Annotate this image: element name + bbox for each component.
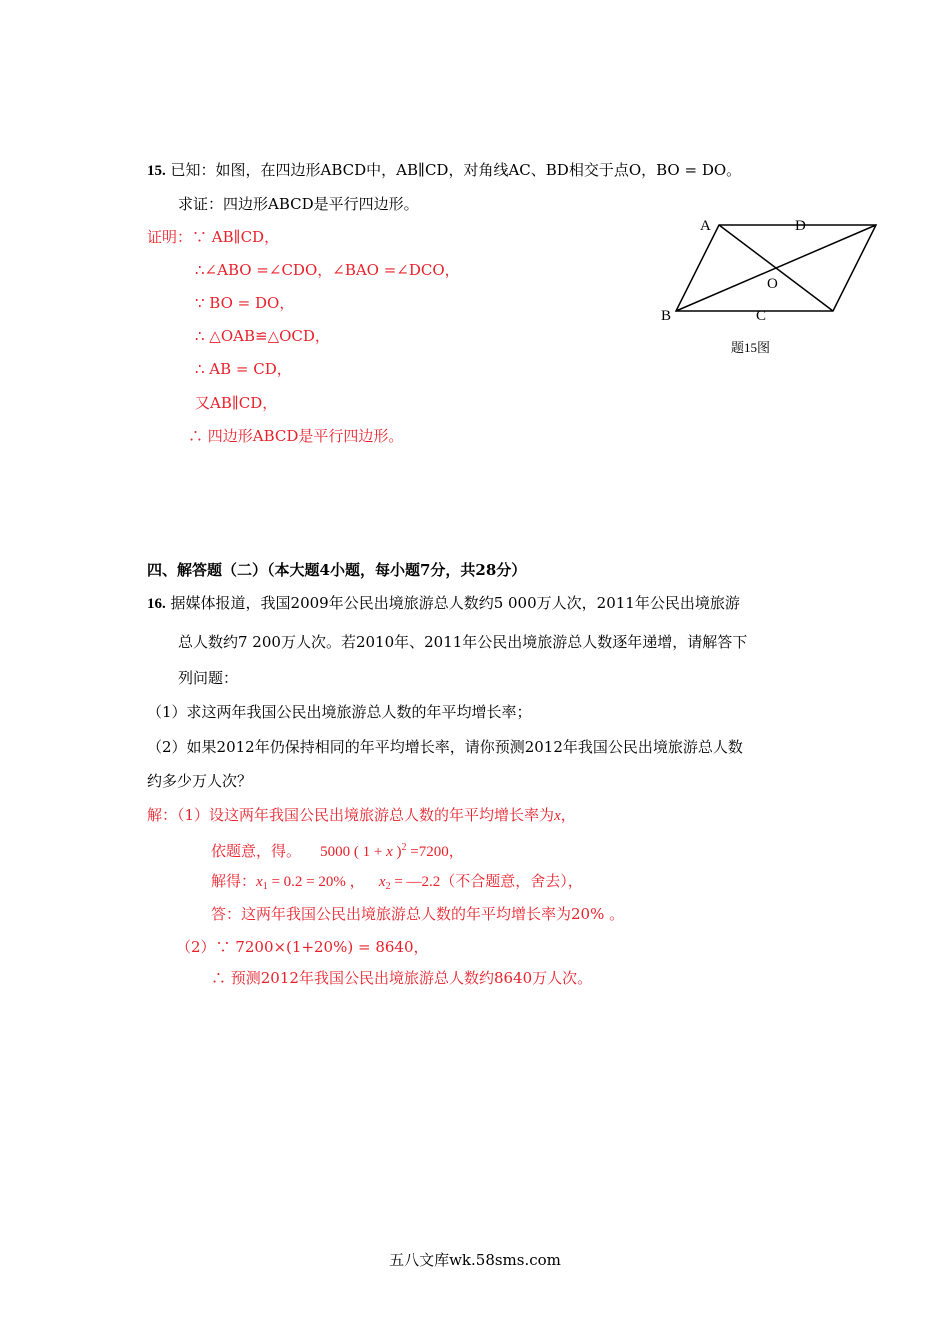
q16-text-line-3: 列问题： [178,669,239,687]
q15-number: 15. [147,163,166,179]
q16-part-2-line-1: （2）如果2012年仍保持相同的年平均增长率，请你预测2012年我国公民出境旅游总人数 [147,738,743,756]
q16-roots [211,871,583,897]
q15-given-text: 已知：如图，在四边形ABCD中，AB∥CD，对角线AC、BD相交于点O，BO = DO。 [170,161,742,179]
label-d: D [795,218,806,234]
equation-prefix: 依题意，得。 [211,842,302,860]
q16-part-1: （1）求这两年我国公民出境旅游总人数的年平均增长率； [147,703,532,721]
roots-prefix: 解得： [211,872,257,890]
q15-proof-line-7: ∴ 四边形ABCD是平行四边形。 [188,427,404,445]
q16-solution-2-line-1: （2）∵ 7200×(1+20%) = 8640， [176,938,429,956]
root2-value: = —2.2（不合题意，舍去）， [390,874,583,890]
root1-value: = 0.2 = 20% ， [267,874,365,890]
q16-text-line-1 [147,593,740,614]
q15-prove: 求证：四边形ABCD是平行四边形。 [178,195,419,213]
q16-text-line-2: 总人数约7 200万人次。若2010年、2011年公民出境旅游总人数逐年递增，请解答下 [178,633,748,651]
label-a: A [700,218,711,234]
equation-variable: x [386,844,393,860]
q15-given [147,160,741,181]
q15-proof-line-6: 又AB∥CD， [195,394,278,412]
label-o: O [767,276,778,292]
q15-proof-line-4: ∴ △OAB≌△OCD， [195,327,330,345]
q15-proof-line-2: ∴∠ABO =∠CDO，∠BAO =∠DCO， [195,261,460,279]
figure-caption: 题15图 [731,340,771,355]
equation-part-c: =7200， [406,844,464,860]
root1-subscript: 1 [262,881,268,892]
q15-proof-line-1 [147,227,279,247]
label-b: B [661,308,672,324]
q16-number: 16. [147,596,166,612]
q15-proof-line-5: ∴ AB = CD， [195,360,292,378]
equation-exponent: 2 [401,842,407,853]
q16-answer-1: 答：这两年我国公民出境旅游总人数的年平均增长率为20% 。 [211,905,625,923]
solution-assume: （1）设这两年我国公民出境旅游总人数的年平均增长率为 [177,806,555,824]
parallelogram-figure [655,210,890,360]
q16-solution-line-1 [147,805,576,826]
q16-text: 据媒体报道，我国2009年公民出境旅游总人数约5 000万人次，2011年公民出境旅游 [170,594,740,612]
q16-solution-2-line-2: ∴ 预测2012年我国公民出境旅游总人数约8640万人次。 [211,969,593,987]
label-c: C [756,308,767,324]
root1-variable: x [256,874,263,890]
q16-part-2-line-2: 约多少万人次？ [147,772,253,790]
equation-part-a: 5000 ( 1 + [320,844,387,860]
proof-label: 证明： [147,228,193,246]
section4-heading: 四、解答题（二）（本大题4小题，每小题7分，共28分） [147,561,527,579]
q16-equation [211,838,464,862]
proof-step: ∵ AB∥CD， [192,228,280,246]
solution-comma: ， [560,806,576,824]
variable-x: x [554,808,561,824]
solution-label: 解： [147,806,178,824]
q15-proof-line-3: ∵ BO = DO， [195,294,295,312]
page-footer: 五八文库wk.58sms.com [389,1251,561,1269]
root2-variable: x [378,874,386,890]
diagonal-bd [676,225,876,311]
root2-subscript: 2 [385,881,391,892]
equation-part-b: ) [392,844,402,860]
